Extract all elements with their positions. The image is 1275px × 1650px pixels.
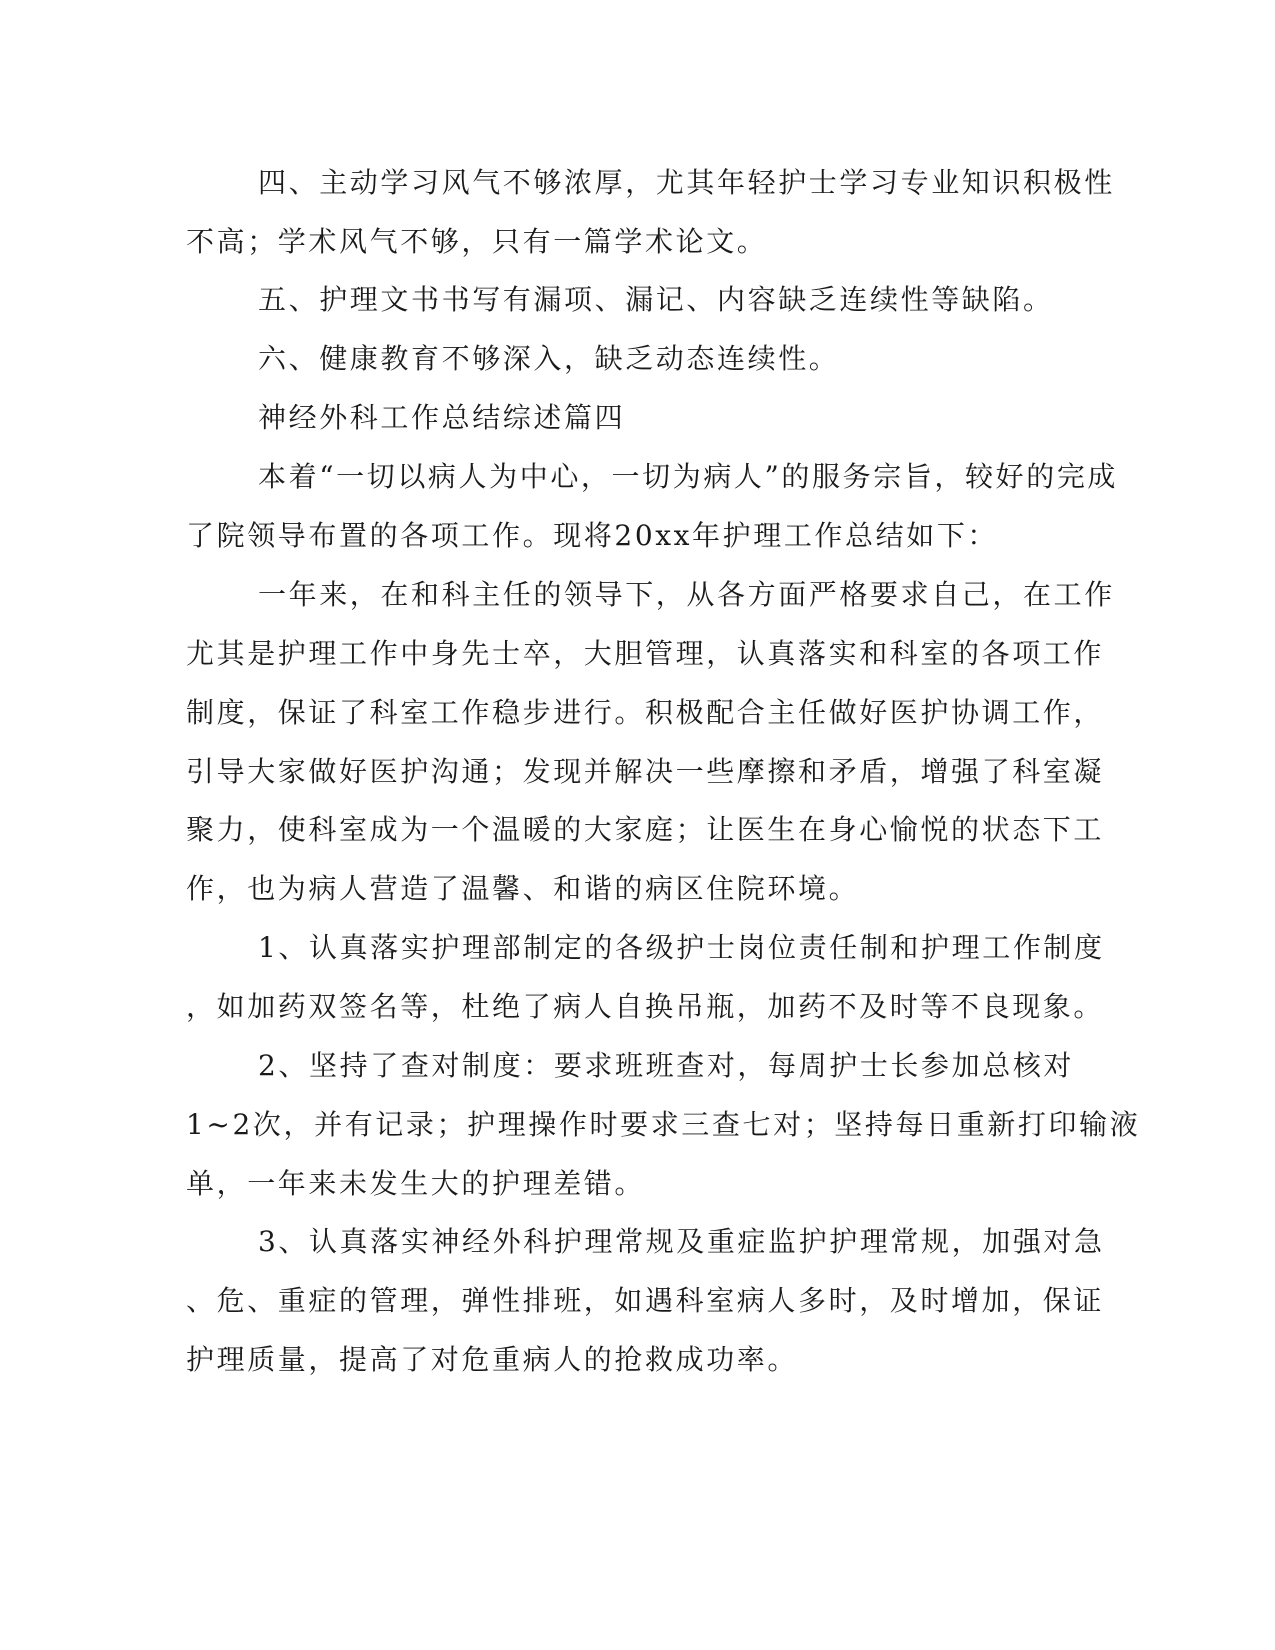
paragraph-line: 四、主动学习风气不够浓厚，尤其年轻护士学习专业知识积极性 xyxy=(258,166,1115,199)
paragraph-line: 引导大家做好医护沟通；发现并解决一些摩擦和矛盾，增强了科室凝 xyxy=(186,755,1105,788)
paragraph-line: 、危、重症的管理，弹性排班，如遇科室病人多时，及时增加，保证 xyxy=(186,1284,1105,1317)
paragraph-line: 尤其是护理工作中身先士卒，大胆管理，认真落实和科室的各项工作 xyxy=(186,637,1105,670)
paragraph-line: 聚力，使科室成为一个温暖的大家庭；让医生在身心愉悦的状态下工 xyxy=(186,813,1105,846)
paragraph-line: 五、护理文书书写有漏项、漏记、内容缺乏连续性等缺陷。 xyxy=(258,283,1054,316)
paragraph-line: 六、健康教育不够深入，缺乏动态连续性。 xyxy=(258,342,840,375)
paragraph-line: 护理质量，提高了对危重病人的抢救成功率。 xyxy=(186,1343,799,1376)
paragraph-line: 1、认真落实护理部制定的各级护士岗位责任制和护理工作制度 xyxy=(258,931,1105,964)
paragraph-line: 2、坚持了查对制度：要求班班查对，每周护士长参加总核对 xyxy=(258,1049,1075,1082)
section-heading: 神经外科工作总结综述篇四 xyxy=(258,401,626,434)
paragraph-line: 1~2次，并有记录；护理操作时要求三查七对；坚持每日重新打印输液 xyxy=(186,1108,1141,1141)
paragraph-line: 本着“一切以病人为中心，一切为病人”的服务宗旨，较好的完成 xyxy=(258,460,1119,493)
paragraph-line: 制度，保证了科室工作稳步进行。积极配合主任做好医护协调工作， xyxy=(186,696,1105,729)
paragraph-line: 一年来，在和科主任的领导下，从各方面严格要求自己，在工作 xyxy=(258,578,1115,611)
paragraph-line: 3、认真落实神经外科护理常规及重症监护护理常规，加强对急 xyxy=(258,1225,1105,1258)
paragraph-line: 作，也为病人营造了温馨、和谐的病区住院环境。 xyxy=(186,872,860,905)
paragraph-line: 单，一年来未发生大的护理差错。 xyxy=(186,1167,646,1200)
paragraph-line: 了院领导布置的各项工作。现将20xx年护理工作总结如下： xyxy=(186,519,999,552)
paragraph-line: 不高；学术风气不够，只有一篇学术论文。 xyxy=(186,225,768,258)
paragraph-line: ，如加药双签名等，杜绝了病人自换吊瓶，加药不及时等不良现象。 xyxy=(186,990,1105,1023)
